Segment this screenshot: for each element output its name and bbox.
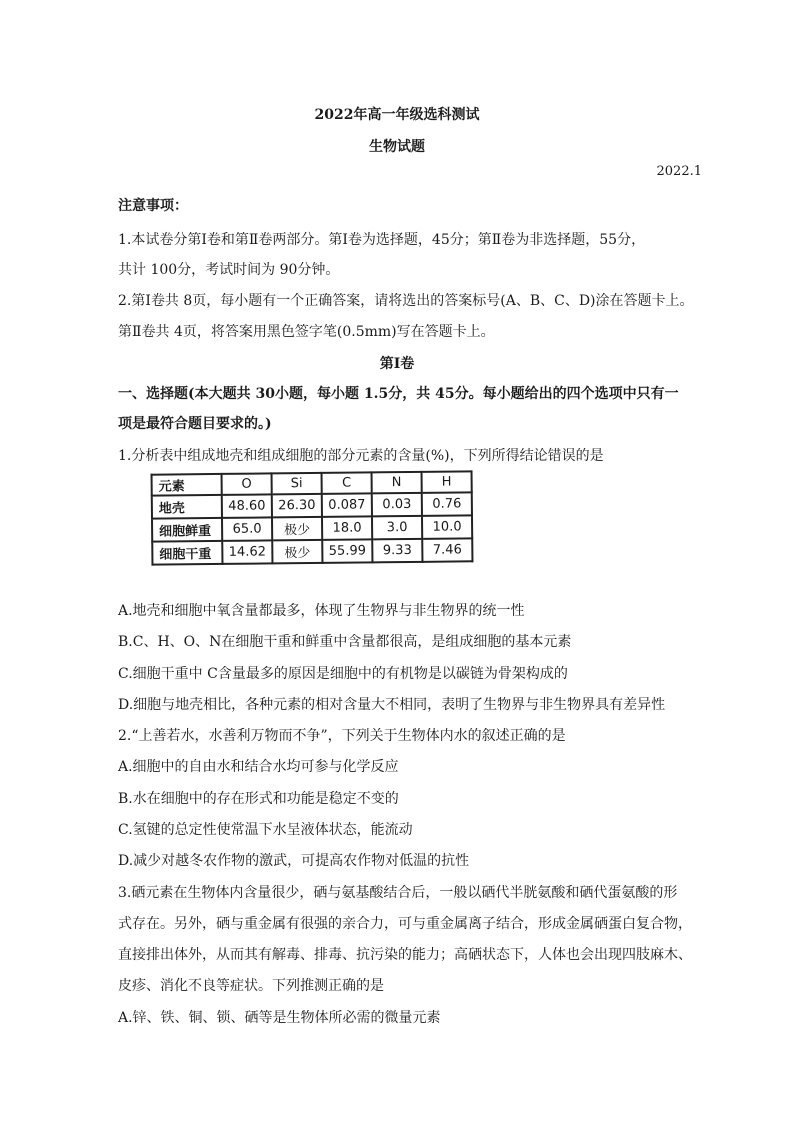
notes-line: 共计 100分，考试时间为 90分钟。 <box>118 262 340 278</box>
section-instruction: 一、选择题(本大题共 30小题，每小题 1.5分，共 45分。每小题给出的四个选项中只有一 <box>118 386 679 402</box>
table-cell: 0.03 <box>372 493 422 517</box>
question-3-stem-line: 式存在。另外，硒与重金属有很强的亲合力，可与重金属离子结合，形成金属硒蛋白复合物， <box>118 916 692 932</box>
table-row <box>152 538 472 564</box>
table-cell: 细胞鲜重 <box>152 518 222 542</box>
table-cell: 极少 <box>272 540 322 564</box>
table-cell: 地壳 <box>152 495 222 519</box>
table-cell: 48.60 <box>222 494 272 518</box>
table-cell: 细胞干重 <box>152 541 222 565</box>
question-1-option-a: A.地壳和细胞中氧含量都最多，体现了生物界与非生物界的统一性 <box>118 603 525 619</box>
table-cell: 7.46 <box>422 538 472 562</box>
table-cell: 26.30 <box>272 494 322 518</box>
table-cell: 9.33 <box>372 539 422 563</box>
table-row <box>152 515 472 541</box>
section-instruction: 项是最符合题目要求的。) <box>118 416 272 432</box>
table-cell: 3.0 <box>372 516 422 540</box>
exam-title: 2022年高一年级选科测试 <box>314 107 480 123</box>
question-2-option-a: A.细胞中的自由水和结合水均可参与化学反应 <box>118 759 399 775</box>
section-title: 第Ⅰ卷 <box>379 356 415 372</box>
table-row <box>152 492 472 518</box>
table-cell: 极少 <box>272 517 322 541</box>
element-content-table <box>151 470 474 565</box>
question-1-option-c: C.细胞干重中 C含量最多的原因是细胞中的有机物是以碳链为骨架构成的 <box>118 666 568 682</box>
table-cell: 18.0 <box>322 516 372 540</box>
question-2-option-c: C.氢键的总定性使常温下水呈液体状态，能流动 <box>118 822 413 838</box>
question-3-stem-line: 3.硒元素在生物体内含量很少，硒与氨基酸结合后，一般以硒代半胱氨酸和硒代蛋氨酸的形 <box>118 885 678 901</box>
question-1-option-b: B.C、H、O、N在细胞干重和鲜重中含量都很高，是组成细胞的基本元素 <box>118 634 572 650</box>
table-header-cell: C <box>322 472 372 494</box>
table-cell: 55.99 <box>322 539 372 563</box>
table-header-cell: N <box>372 472 422 494</box>
question-3-stem-line: 直接排出体外，从而其有解毒、排毒、抗污染的能力；高硒状态下，人体也会出现四肢麻木、 <box>118 947 692 963</box>
notes-line: 第Ⅱ卷共 4页，将答案用黑色签字笔(0.5mm)写在答题卡上。 <box>118 324 495 340</box>
question-1-stem: 1.分析表中组成地壳和组成细胞的部分元素的含量(%)，下列所得结论错误的是 <box>118 448 604 464</box>
question-2-stem: 2.“上善若水，水善利万物而不争”，下列关于生物体内水的叙述正确的是 <box>118 728 566 744</box>
table-cell: 10.0 <box>422 515 472 539</box>
question-3-option-a: A.锌、铁、铜、锁、硒等是生物体所必需的微量元素 <box>118 1010 441 1026</box>
question-1-option-d: D.细胞与地壳相比，各种元素的相对含量大不相同，表明了生物界与非生物界具有差异性 <box>118 697 666 713</box>
notes-line: 2.第Ⅰ卷共 8页，每小题有一个正确答案，请将选出的答案标号(A、B、C、D)涂在答题卡上。 <box>118 293 694 309</box>
question-3-stem-line: 皮疹、消化不良等症状。下列推测正确的是 <box>118 978 384 994</box>
exam-date: 2022.1 <box>656 164 702 179</box>
table-header-cell: 元素 <box>152 474 222 496</box>
notes-line: 1.本试卷分第Ⅰ卷和第Ⅱ卷两部分。第Ⅰ卷为选择题，45分；第Ⅱ卷为非选择题，55分， <box>118 232 646 248</box>
exam-subtitle: 生物试题 <box>369 139 425 155</box>
table-header-cell: O <box>222 473 272 495</box>
table-cell: 0.087 <box>322 493 372 517</box>
question-2-option-d: D.减少对越冬农作物的激武，可提高农作物对低温的抗性 <box>118 853 470 869</box>
table-cell: 14.62 <box>222 540 272 564</box>
table-header-cell: H <box>422 471 472 493</box>
table-cell: 0.76 <box>422 492 472 516</box>
notes-heading: 注意事项： <box>118 198 188 214</box>
table-header-cell: Si <box>272 473 322 495</box>
table-cell: 65.0 <box>222 517 272 541</box>
question-2-option-b: B.水在细胞中的存在形式和功能是稳定不变的 <box>118 791 399 807</box>
